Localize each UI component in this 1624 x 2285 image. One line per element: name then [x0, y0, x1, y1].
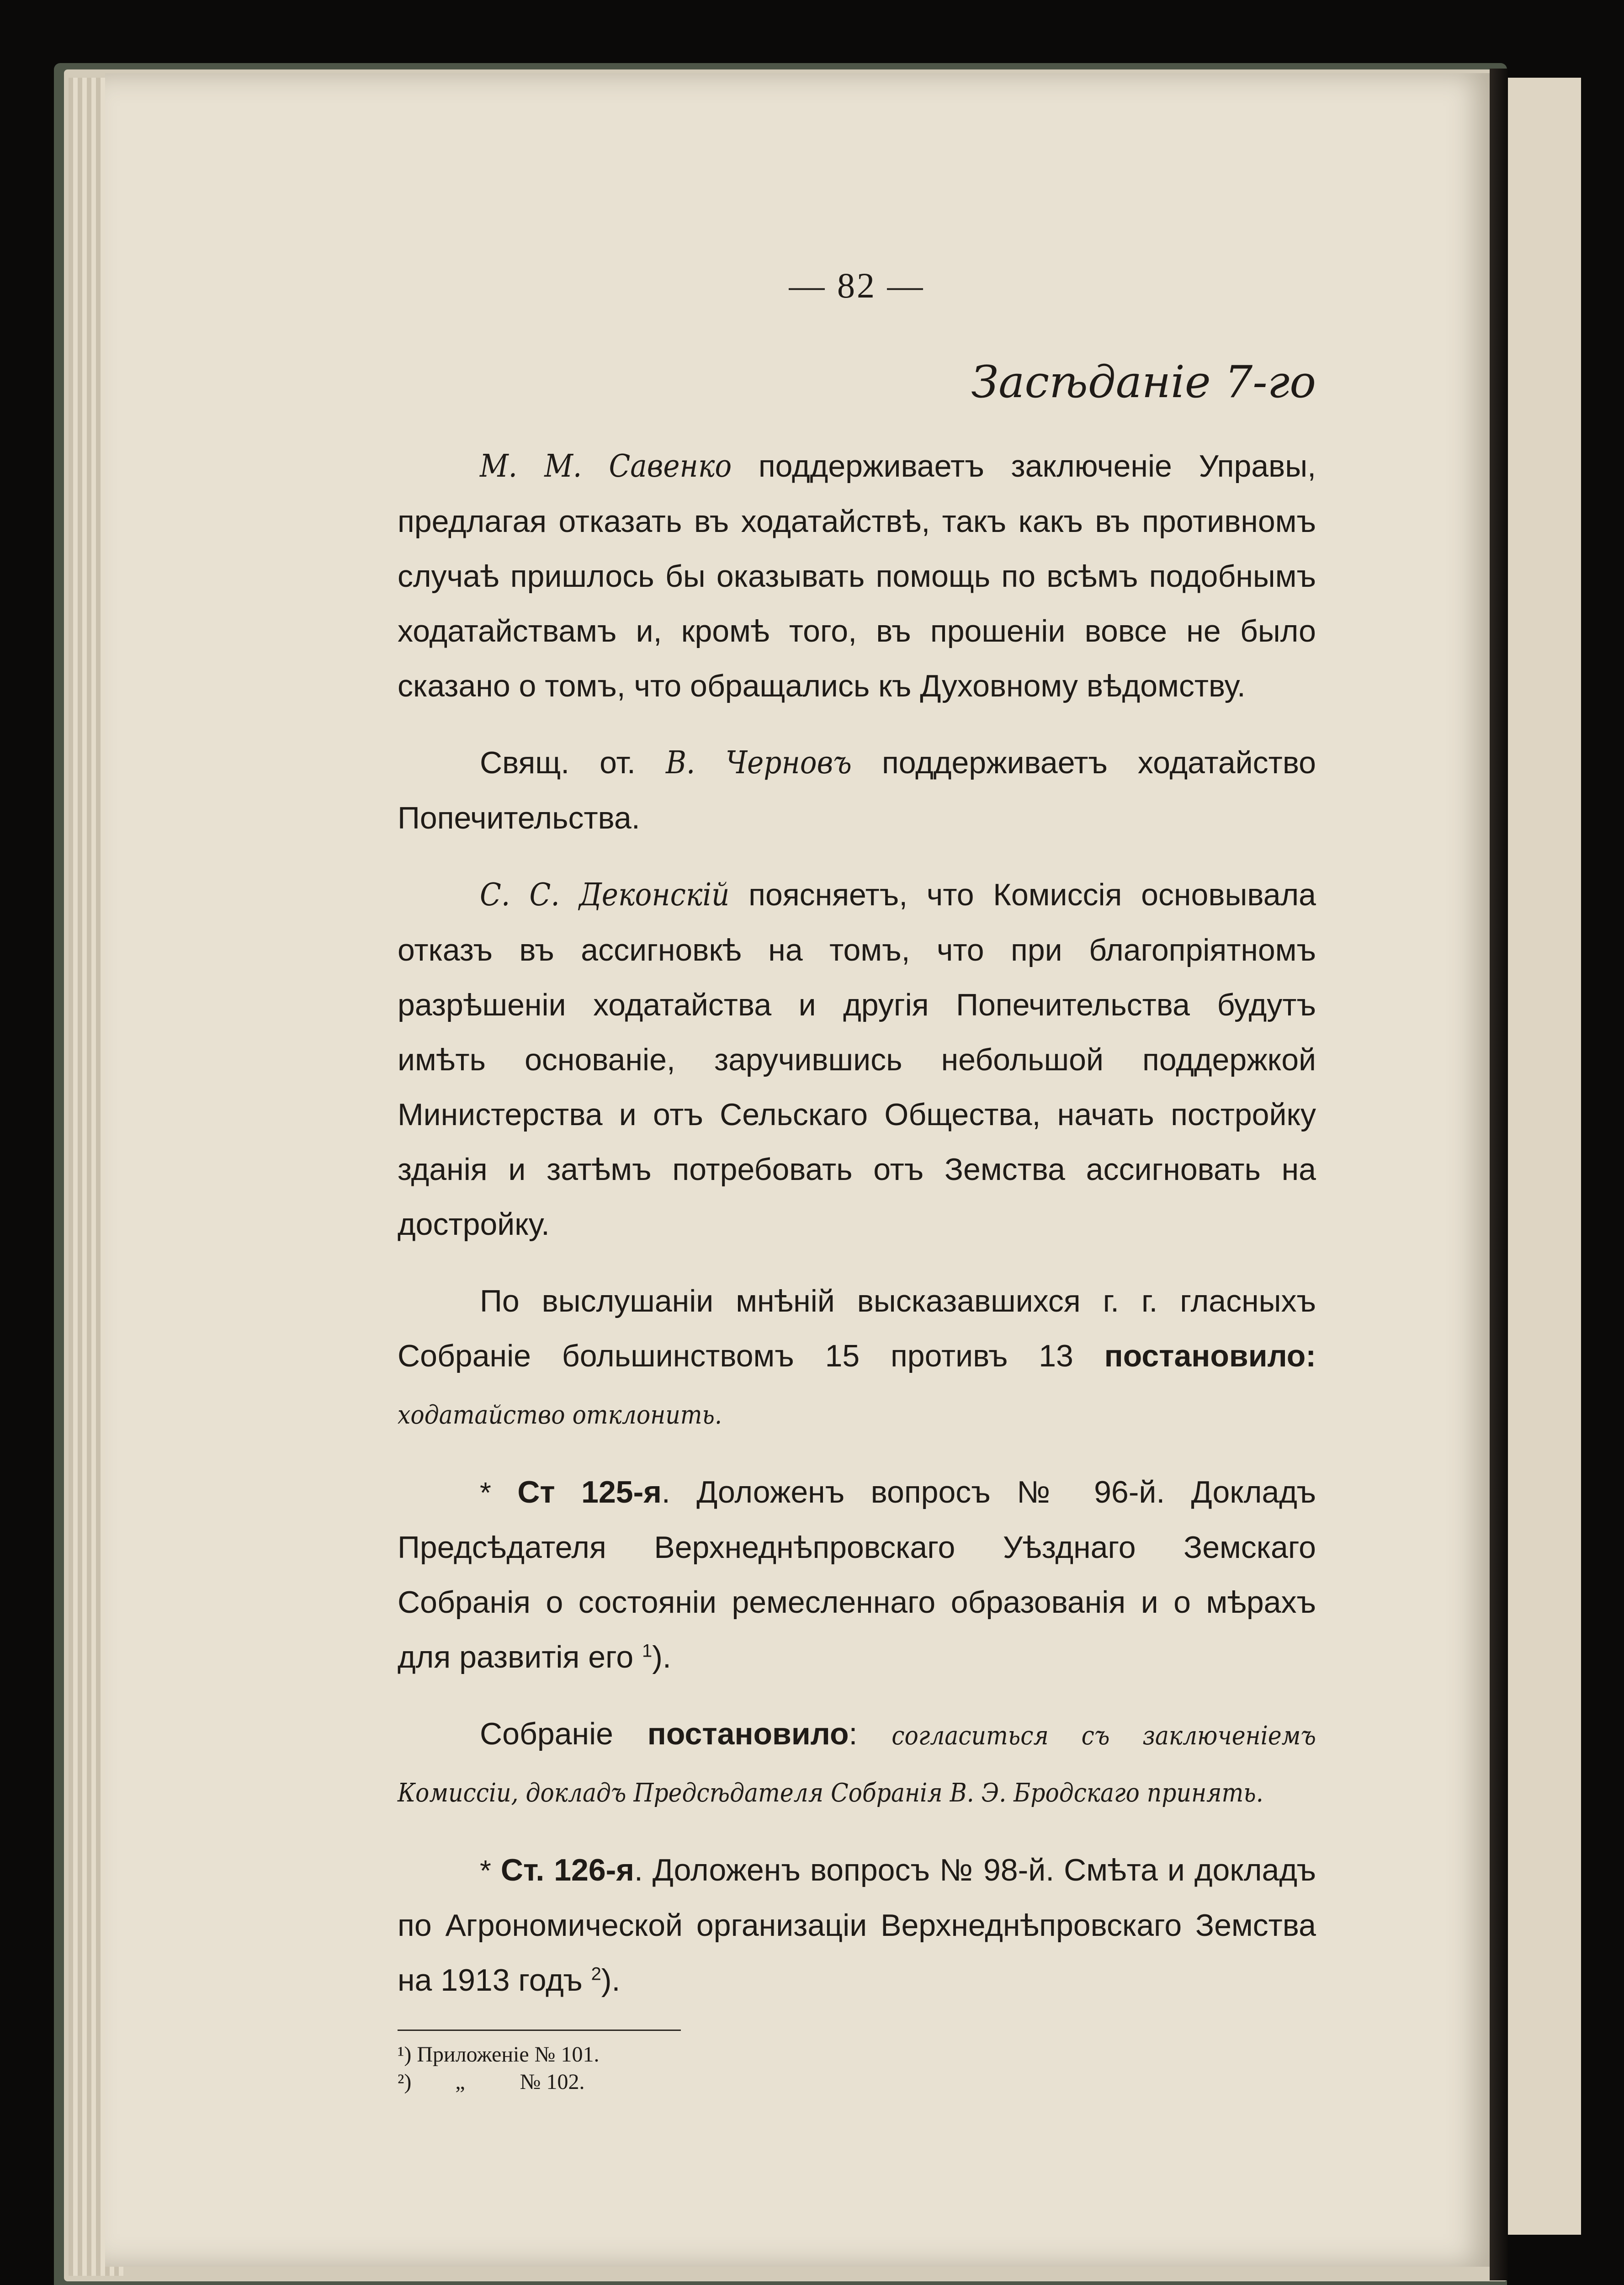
footnotes — [398, 2041, 1316, 2096]
paragraph-2 — [398, 735, 1316, 845]
paragraph-text: По выслушаніи мнѣній высказавшихся г. г. гласныхъ Собраніе большинствомъ 15 противъ 13 — [398, 1284, 1316, 1373]
page-number: — 82 — — [789, 266, 925, 305]
running-header: Засѣданіе 7-го — [971, 356, 1316, 408]
resolution-text: согласиться съ заключеніемъ Комиссіи, докладъ Предсѣдателя Собранія В. Э. Бродскаго принять. — [398, 1721, 1316, 1808]
article-heading: Ст 125-я — [491, 1475, 662, 1509]
paragraph-text: поддерживаетъ заключеніе Управы, предлагая отказать въ ходатайствѣ, такъ какъ въ противномъ случаѣ пришлось бы оказывать помощь по всѣмъ подобнымъ ходатайствамъ и, кромѣ того, въ прошеніи вовсе не было сказано о томъ, что обращались къ Духовному вѣдомству. — [398, 449, 1316, 703]
paragraph-4 — [398, 1274, 1316, 1443]
resolution-text: ходатайство отклонить. — [398, 1400, 722, 1430]
paragraph-6 — [398, 1706, 1316, 1821]
paragraph-prefix: Свящ. от. — [480, 745, 666, 780]
paragraph-text: поддерживаетъ ходатайство Попечительства. — [398, 745, 1316, 835]
paragraph-1 — [398, 439, 1316, 713]
footnote-mark: ²) — [398, 2070, 412, 2094]
footnote-1 — [398, 2041, 1316, 2068]
facing-page-edge — [1508, 78, 1581, 2235]
footnote-text: Приложеніе № 101. — [411, 2042, 600, 2067]
resolution-keyword: постановило: — [1104, 1339, 1316, 1373]
page-content — [398, 265, 1316, 2139]
asterisk-marker: * — [480, 1476, 491, 1509]
paragraph-text: поясняетъ, что Комиссія основывала отказъ въ ассигновкѣ на томъ, что при благопріятномъ разрѣшеніи ходатайства и другія Попечительства будутъ имѣть основаніе, заручившись небольшой поддержкой Министерства и отъ Сельскаго Общества, начать постройку зданія и затѣмъ потребовать отъ Земства ассигновать на достройку. — [398, 877, 1316, 1242]
footnote-reference: 1 — [642, 1641, 653, 1661]
paragraph-text: . Доложенъ вопросъ № 96-й. Докладъ Предсѣдателя Верхнеднѣпровскаго Уѣзднаго Земскаго Собранія о состояніи ремесленнаго образованія и о мѣрахъ для развитія его — [398, 1475, 1316, 1674]
paragraph-text: Собраніе — [480, 1716, 647, 1751]
paragraph-tail: ). — [652, 1640, 671, 1674]
footnote-2 — [398, 2068, 1316, 2096]
paragraph-5 — [398, 1465, 1316, 1685]
footnote-divider — [398, 2030, 681, 2031]
paragraph-7 — [398, 1843, 1316, 2008]
article-heading: Ст. 126-я — [491, 1853, 634, 1887]
footnote-text: „ № 102. — [411, 2070, 585, 2094]
book-spine — [1490, 69, 1508, 2280]
paragraph-3 — [398, 867, 1316, 1252]
paragraph-text: . Доложенъ вопросъ № 98-й. Смѣта и докладъ по Агрономической организаціи Верхнеднѣпровскаго Земства на 1913 годъ — [398, 1853, 1316, 1998]
asterisk-marker: * — [480, 1854, 491, 1887]
speaker-name: М. М. Савенко — [480, 448, 732, 484]
body-text — [398, 439, 1316, 2096]
footnote-mark: ¹) — [398, 2042, 412, 2067]
speaker-name: С. С. Деконскій — [480, 877, 730, 913]
colon: : — [849, 1716, 892, 1751]
speaker-name: В. Черновъ — [665, 745, 852, 781]
paragraph-tail: ). — [601, 1963, 621, 1998]
resolution-keyword: постановило — [647, 1716, 849, 1751]
footnote-reference: 2 — [591, 1964, 601, 1984]
